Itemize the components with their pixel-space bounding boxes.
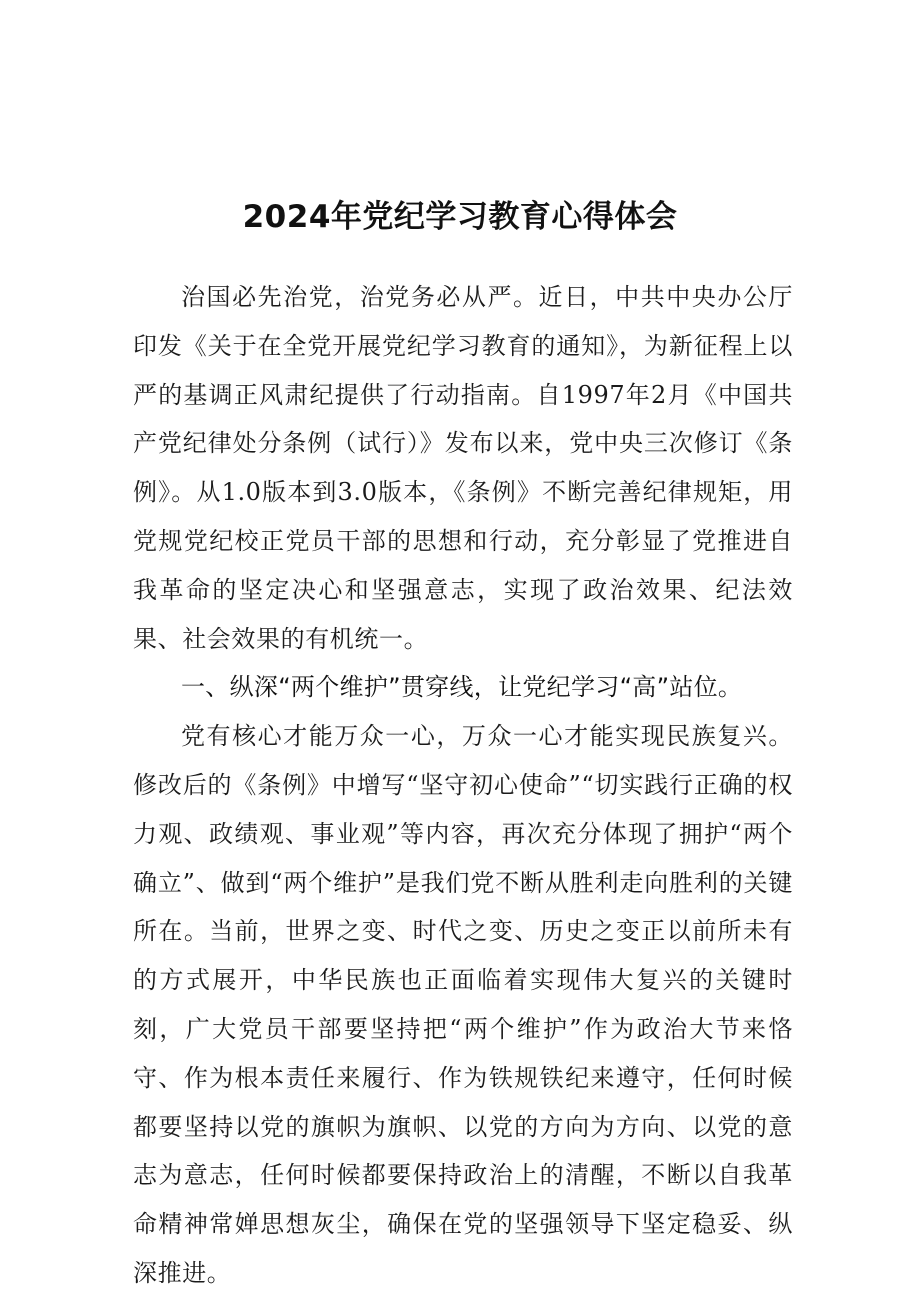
- document-body: [133, 273, 793, 1298]
- section-paragraph: 党有核心才能万众一心，万众一心才能实现民族复兴。修改后的《条例》中增写“坚守初心使命”“切实践行正确的权力观、政绩观、事业观”等内容，再次充分体现了拥护“两个确立”、做到“两个维护”是我们党不断从胜利走向胜利的关键所在。当前，世界之变、时代之变、历史之变正以前所未有的方式展开，中华民族也正面临着实现伟大复兴的关键时刻，广大党员干部要坚持把“两个维护”作为政治大节来恪守、作为根本责任来履行、作为铁规铁纪来遵守，任何时候都要坚持以党的旗帜为旗帜、以党的方向为方向、以党的意志为意志，任何时候都要保持政治上的清醒，不断以自我革命精神常婵思想灰尘，确保在党的坚强领导下坚定稳妥、纵深推进。: [133, 722, 793, 1287]
- document-title: 2024年党纪学习教育心得体会: [242, 198, 678, 235]
- intro-paragraph: 治国必先治党，治党务必从严。近日，中共中央办公厅印发《关于在全党开展党纪学习教育的通知》，为新征程上以严的基调正风肃纪提供了行动指南。自1997年2月《中国共产党纪律处分条例（试行）》发布以来，党中央三次修订《条例》。从1.0版本到3.0版本，《条例》不断完善纪律规矩，用党规党纪校正党员干部的思想和行动，充分彰显了党推进自我革命的坚定决心和坚强意志，实现了政治效果、纪法效果、社会效果的有机统一。: [133, 283, 793, 653]
- section-heading: 一、纵深“两个维护”贯穿线，让党纪学习“高”站位。: [181, 673, 743, 702]
